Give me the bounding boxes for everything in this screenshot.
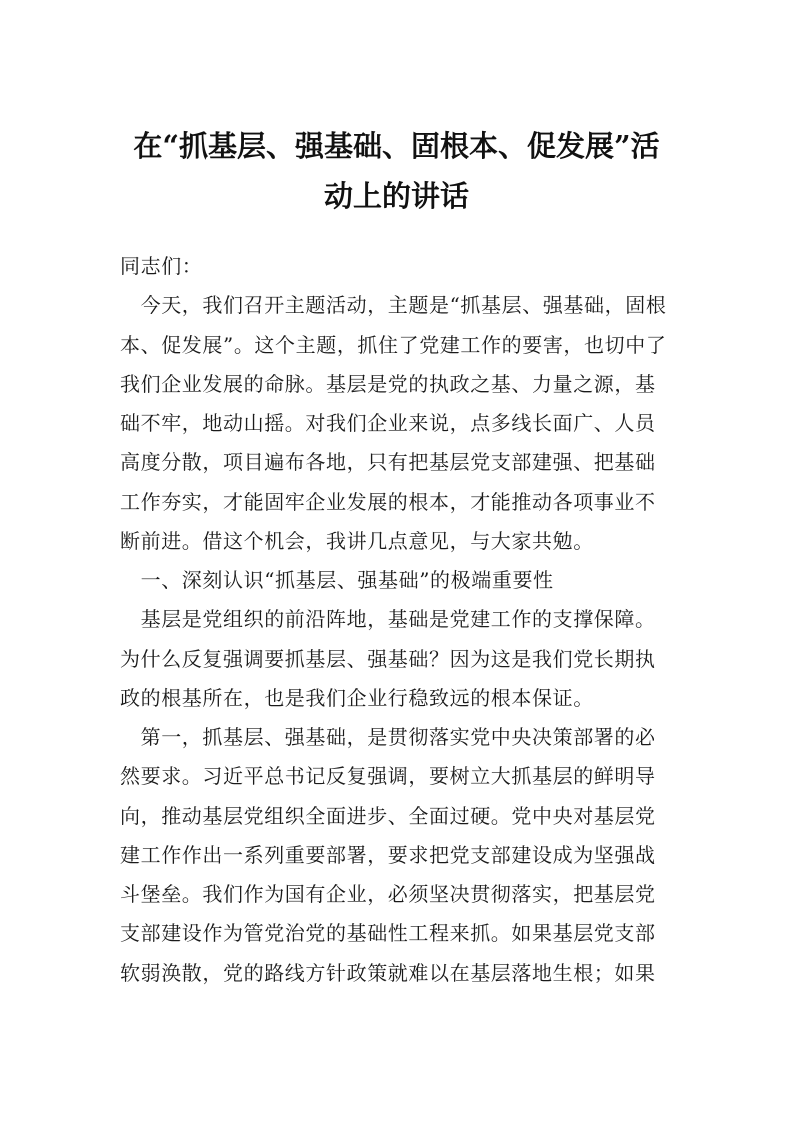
body-line: 斗堡垒。我们作为国有企业，必须坚决贯彻落实，把基层党: [120, 882, 656, 906]
body-line: 建工作作出一系列重要部署，要求把党支部建设成为坚强战: [120, 842, 656, 867]
body-line: 基层是党组织的前沿阵地，基础是党建工作的支撑保障。: [120, 607, 656, 632]
body-line: 软弱涣散，党的路线方针政策就难以在基层落地生根；如果: [120, 960, 656, 985]
body-line: 同志们：: [120, 254, 203, 278]
body-line: 断前进。借这个机会，我讲几点意见，与大家共勉。: [120, 528, 594, 553]
body-line: 第一，抓基层、强基础，是贯彻落实党中央决策部署的必: [120, 725, 656, 749]
body-line: 一、深刻认识“抓基层、强基础”的极端重要性: [120, 568, 554, 592]
body-line: 今天，我们召开主题活动，主题是“抓基层、强基础，固根: [120, 293, 667, 318]
document-title-line-1: 在“抓基层、强基础、固根本、促发展”活: [133, 129, 660, 163]
body-line: 政的根基所在，也是我们企业行稳致远的根本保证。: [120, 685, 594, 710]
body-line: 支部建设作为管党治党的基础性工程来抓。如果基层党支部: [120, 921, 656, 946]
body-line: 然要求。习近平总书记反复强调，要树立大抓基层的鲜明导: [120, 764, 656, 789]
body-line: 我们企业发展的命脉。基层是党的执政之基、力量之源，基: [120, 371, 656, 396]
body-line: 为什么反复强调要抓基层、强基础？因为这是我们党长期执: [120, 646, 656, 671]
body-line: 高度分散，项目遍布各地，只有把基层党支部建强、把基础: [120, 450, 656, 475]
body-line: 础不牢，地动山摇。对我们企业来说，点多线长面广、人员: [120, 411, 656, 435]
body-line: 工作夯实，才能固牢企业发展的根本，才能推动各项事业不: [120, 489, 656, 514]
document-title-line-2: 动上的讲话: [323, 179, 469, 213]
body-line: 本、促发展”。这个主题，抓住了党建工作的要害，也切中了: [120, 332, 667, 357]
body-line: 向，推动基层党组织全面进步、全面过硬。党中央对基层党: [120, 803, 656, 828]
